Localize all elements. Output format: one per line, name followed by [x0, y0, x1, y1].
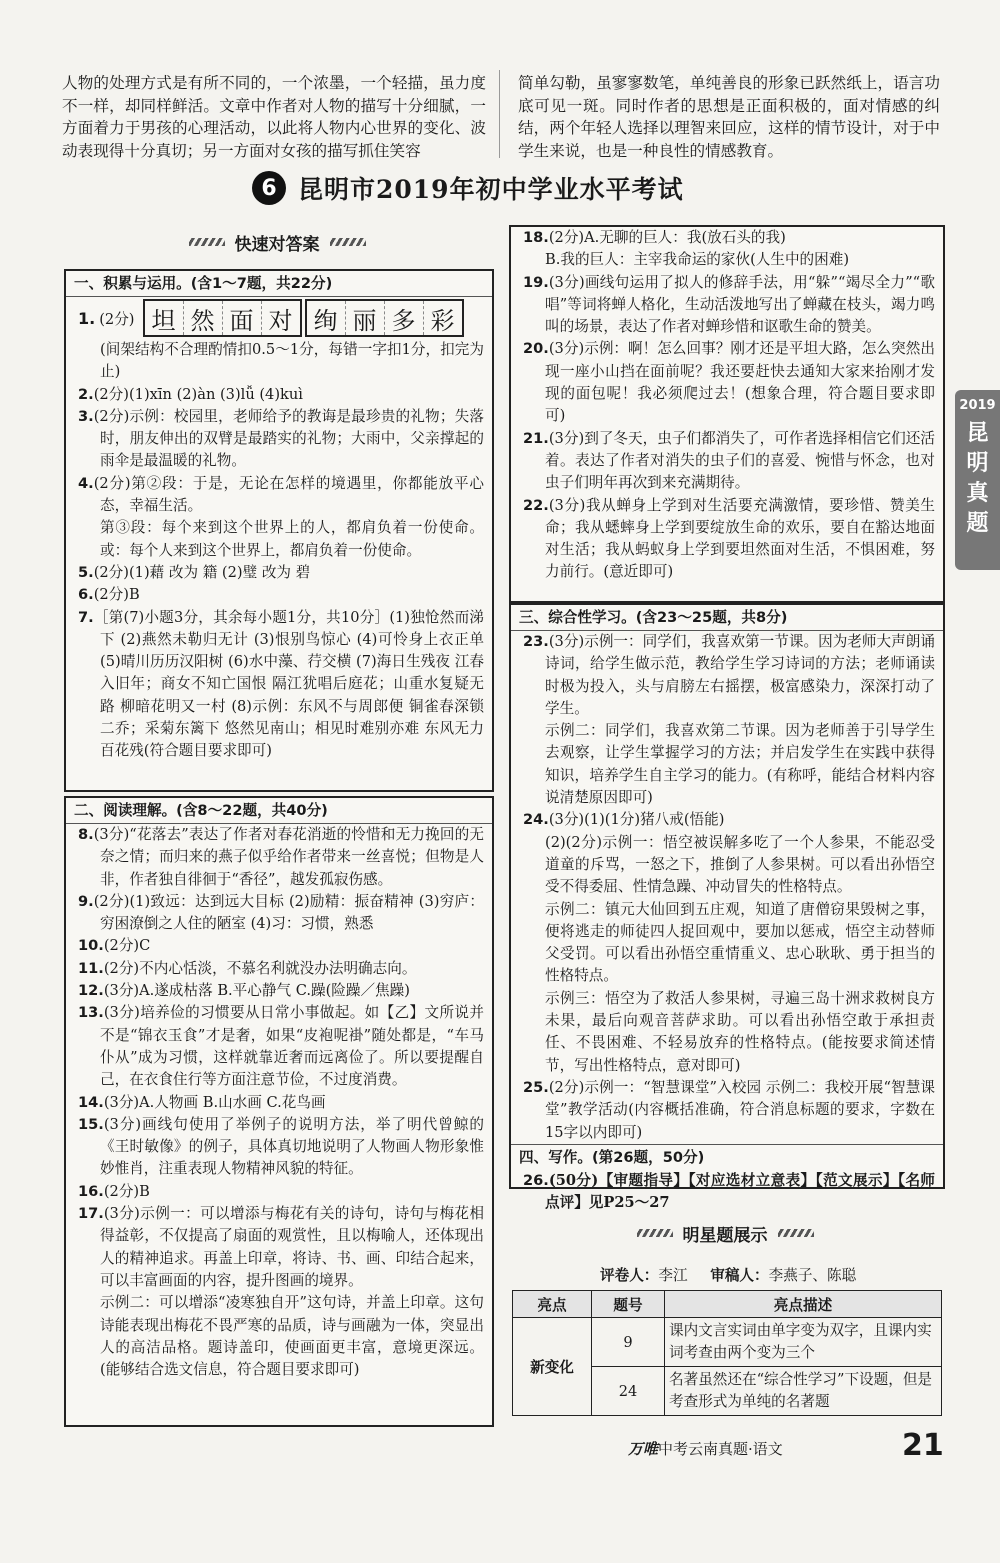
question-number: 22. — [523, 496, 549, 514]
question-score: (2分) — [99, 310, 135, 328]
answer-item — [66, 935, 492, 957]
section-header: 二、阅读理解。(含8～22题，共40分) — [66, 798, 492, 824]
highlight-table — [512, 1290, 942, 1416]
grid-char: 绚 — [313, 306, 338, 335]
column-header: 亮点描述 — [665, 1291, 942, 1318]
answer-item — [66, 406, 492, 473]
footer-text: 中考云南真题·语文 — [658, 1440, 783, 1458]
column-divider — [499, 70, 500, 158]
stripe-decoration-icon — [189, 238, 225, 246]
answer-item — [66, 1002, 492, 1091]
question-number: 10. — [78, 937, 104, 955]
answer-text: (3分)A.人物画 B.山水画 C.花鸟画 — [103, 1093, 326, 1111]
title-number-badge: 6 — [252, 171, 286, 205]
answer-item — [511, 809, 943, 831]
answer-item — [66, 562, 492, 584]
table-row — [513, 1318, 942, 1367]
q17-extra: 示例二：可以增添“凌寒独自开”这句诗，并盖上印章。这句诗能表现出梅花不畏严寒的品质，诗与画融为一体，突显出人的高洁品格。题诗盖印，使画面更丰富，意境更深远。(能够结合选文信息，符合题目要求即可) — [100, 1294, 484, 1379]
highlight-desc-cell: 名著虽然还在“综合性学习”下设题，但是考查形式为单纯的名著题 — [665, 1367, 942, 1416]
answer-item — [66, 1181, 492, 1203]
answer-text: (2分)A.无聊的巨人：我(放石头的我) — [548, 229, 786, 246]
answer-text: (3分)示例一：可以增添与梅花有关的诗句，诗句与梅花相得益彰，不仅提高了扇面的观赏性，且以梅喻人，还体现出人的精神追求。再盖上印章，将诗、书、画、印结合起来，可以丰富画面的内容，提升图画的境界。 — [100, 1205, 484, 1289]
question-number-cell: 24 — [592, 1367, 665, 1416]
section-accumulation — [64, 269, 494, 792]
section-header: 一、积累与运用。(含1～7题，共22分) — [66, 271, 492, 297]
answer-text: (3分)到了冬天，虫子们都消失了，可作者选择相信它们还活着。表达了作者对消失的虫子们的喜爱、惋惜与怀念，也对虫子们明年再次到来充满期待。 — [545, 429, 935, 492]
question-number: 21. — [523, 429, 549, 447]
editor-name: 李燕子、陈聪 — [768, 1267, 857, 1284]
answer-item — [511, 428, 943, 495]
question-number: 17. — [78, 1205, 104, 1223]
question-number: 6. — [78, 586, 94, 604]
answer-item — [66, 607, 492, 763]
question-number-cell: 9 — [592, 1318, 665, 1367]
question-number: 1. — [78, 308, 96, 328]
answer-text: (3分)画线句运用了拟人的修辞手法，用“躲”“竭尽全力”“歌唱”等词将蝉人格化，生动活泼地写出了蝉藏在枝头，竭力鸣叫的场景，表达了作者对蝉珍惜和讴歌生命的赞美。 — [545, 273, 935, 336]
question-number: 20. — [523, 340, 549, 358]
answer-item — [66, 891, 492, 936]
answer-item — [66, 473, 492, 518]
table-header-row — [513, 1291, 942, 1318]
writing-grid-2 — [305, 299, 464, 337]
stripe-decoration-icon — [637, 1229, 673, 1237]
answer-item — [66, 1092, 492, 1114]
grid-char: 然 — [183, 301, 222, 335]
question-number: 26. — [523, 1171, 549, 1189]
q23-extra: 示例二：同学们，我喜欢第二节课。因为老师善于引导学生去观察，让学生掌握学习的方法；并启发学生在实践中获得知识，培养学生自主学习的能力。(有称呼，能结合材料内容说清楚原因即可) — [545, 722, 935, 807]
answer-text: (2分)B — [103, 1182, 150, 1200]
question-number: 5. — [78, 563, 94, 581]
question-number: 3. — [78, 407, 94, 425]
tab-char: 昆 — [966, 421, 989, 446]
question-number: 13. — [78, 1004, 104, 1022]
answer-text: (2分)示例：校园里，老师给予的教诲是最珍贵的礼物；失落时，朋友伸出的双臂是最踏实的礼物；大雨中，父亲撑起的雨伞是最温暖的礼物。 — [93, 407, 484, 470]
answer-text: (2分)第②段：于是，无论在怎样的境遇里，你都能放平心态，幸福生活。 — [93, 474, 484, 515]
editor-label: 审稿人： — [710, 1267, 769, 1284]
question-number: 14. — [78, 1093, 104, 1111]
section-reading-continued — [509, 225, 945, 603]
grid-char: 丽 — [345, 301, 384, 335]
grid-char: 坦 — [151, 306, 176, 335]
answer-text: (3分)A.遂成枯落 B.平心静气 C.躁(险躁／焦躁) — [103, 982, 410, 1000]
tab-char: 题 — [966, 511, 989, 536]
answer-item — [66, 958, 492, 980]
grid-char: 多 — [384, 301, 423, 335]
section-header: 三、综合性学习。(含23～25题，共8分) — [511, 605, 943, 631]
question-number: 8. — [78, 826, 94, 843]
question-number: 24. — [523, 811, 549, 829]
answer-item — [511, 1077, 943, 1144]
q18-extra: B.我的巨人：主宰我命运的家伙(人生中的困难) — [545, 251, 850, 269]
column-header: 亮点 — [513, 1291, 592, 1318]
question-number: 7. — [78, 608, 94, 626]
tab-char: 明 — [966, 451, 989, 476]
question-number: 11. — [78, 959, 104, 977]
question-number: 19. — [523, 273, 549, 291]
q24-extra2: 示例二：镇元大仙回到五庄观，知道了唐僧窃果毁树之事，便将逃走的师徒四人捉回观中，要加以惩戒，悟空主动替师父受罚。可以看出孙悟空重情重义、忠心耿耿、勇于担当的性格特点。 — [545, 900, 935, 985]
question-number: 18. — [523, 229, 549, 246]
section-reading — [64, 796, 494, 1427]
answer-text: (50分)【审题指导】【对应选材立意表】【范文展示】【名师点评】见P25～27 — [545, 1171, 935, 1212]
answer-text: (3分)培养俭的习惯要从日常小事做起。如【乙】文所说并不是“锦衣玉食”才是奢，如果“皮袍呢褂”随处都是，“车马仆从”成为习惯，这样就靠近奢而远离俭了。所以要提醒自己，在衣食住行等方面注意节俭，不过度消费。 — [100, 1004, 484, 1089]
q1-note: (间架结构不合理酌情扣0.5～1分，每错一字扣1分，扣完为止) — [100, 341, 484, 381]
grid-char: 面 — [222, 301, 261, 335]
answer-item — [66, 584, 492, 606]
answer-item — [66, 980, 492, 1002]
answer-item — [511, 1170, 943, 1215]
answer-text: (3分)示例：啊！怎么回事？刚才还是平坦大路，怎么突然出现一座小山挡在面前呢？我还要赶快去通知大家来抬刚才发现的面包呢！我必须爬过去！(想象合理，符合题目要求即可) — [545, 340, 935, 425]
q24-extra3: 示例三：悟空为了救活人参果树，寻遍三岛十洲求救树良方未果，最后向观音菩萨求助。可以看出孙悟空敢于承担责任、不畏困难、不轻易放弃的性格特点。(能按要求简述情节，写出性格特点，意对即可) — [545, 989, 935, 1074]
answer-text: (2分)C — [103, 937, 151, 955]
top-right-paragraph: 简单勾勒，虽寥寥数笔，单纯善良的形象已跃然纸上，语言功底可见一斑。同时作者的思想是正面积极的，面对情感的纠结，两个年轻人选择以理智来回应，这样的情节设计，对于中学生来说，也是一种良性的情感教育。 — [518, 74, 940, 160]
grid-char: 对 — [261, 301, 300, 335]
answer-text: (2分)B — [93, 586, 140, 604]
answer-item — [511, 272, 943, 339]
quick-answer-label: 快速对答案 — [234, 234, 320, 255]
answer-item — [66, 1203, 492, 1292]
q1-row — [66, 297, 492, 339]
stripe-decoration-icon — [778, 1229, 814, 1237]
question-number: 23. — [523, 633, 549, 650]
answer-item — [511, 495, 943, 584]
tab-char: 真 — [966, 481, 989, 506]
answer-text: (3分)“花落去”表达了作者对春花消逝的怜惜和无力挽回的无奈之情；而归来的燕子似乎给作者带来一丝喜悦；但物是人非，作者独自徘徊于“香径”，越发孤寂伤感。 — [93, 826, 484, 888]
quick-answer-heading — [62, 229, 492, 255]
footer — [628, 1438, 783, 1459]
star-heading-label: 明星题展示 — [682, 1225, 768, 1246]
answer-item — [66, 824, 492, 891]
question-number: 9. — [78, 892, 94, 910]
question-number: 2. — [78, 385, 94, 403]
answer-text: (3分)我从蝉身上学到对生活要充满激情，要珍惜、赞美生命；我从蟋蟀身上学到要绽放生命的欢乐，要自在豁达地面对生活；我从蚂蚁身上学到要坦然面对生活，不惧困难，努力前行。(意近即可) — [545, 496, 935, 581]
side-tab — [955, 390, 1000, 570]
star-question-heading — [510, 1220, 940, 1246]
section-header-writing: 四、写作。(第26题，50分) — [511, 1144, 943, 1170]
q4-extra: 第③段：每个来到这个世界上的人，都肩负着一份使命。或：每个人来到这个世界上，都肩负着一份使命。 — [100, 519, 484, 559]
answer-text: (3分)(1)(1分)猪八戒(悟能) — [548, 811, 725, 829]
page-number: 21 — [902, 1428, 944, 1463]
top-left-paragraph: 人物的处理方式是有所不同的，一个浓墨，一个轻描，虽力度不一样，却同样鲜活。文章中作者对人物的描写十分细腻，一方面着力于男孩的心理活动，以此将人物内心世界的变化、波动表现得十分真切；另一方面对女孩的描写抓住笑容 — [62, 74, 486, 160]
answer-item — [66, 1114, 492, 1181]
answer-item — [511, 338, 943, 427]
question-number: 16. — [78, 1182, 104, 1200]
writing-grid-1 — [143, 299, 302, 337]
answer-text: (2分)(1)xīn (2)àn (3)lǚ (4)kuì — [93, 385, 303, 403]
answer-item — [511, 631, 943, 720]
answer-text: (2分)示例一：“智慧课堂”入校园 示例二：我校开展“智慧课堂”教学活动(内容概括准确，符合消息标题的要求，字数在15字以内即可) — [545, 1078, 935, 1141]
grid-char: 彩 — [423, 301, 462, 335]
question-number: 25. — [523, 1078, 549, 1096]
answer-item — [66, 384, 492, 406]
reviewer-label: 评卷人： — [600, 1267, 659, 1284]
question-number: 4. — [78, 474, 94, 492]
q24-extra: (2)(2分)示例一：悟空被误解多吃了一个人参果，不能忍受道童的斥骂，一怒之下，推倒了人参果树。可以看出孙悟空受不得委屈、性情急躁、冲动冒失的性格特点。 — [545, 833, 935, 896]
answer-text: (2分)(1)藉 改为 籍 (2)璧 改为 碧 — [93, 563, 311, 581]
highlight-desc-cell: 课内文言实词由单字变为双字，且课内实词考查由两个变为三个 — [665, 1318, 942, 1367]
section-comprehensive — [509, 603, 945, 1212]
question-number: 15. — [78, 1115, 104, 1133]
highlight-group: 新变化 — [513, 1318, 592, 1416]
exam-title — [252, 170, 684, 206]
answer-text: (2分)(1)致远：达到远大目标 (2)励精：振奋精神 (3)穷庐：穷困潦倒之人住的陋室 (4)习：习惯，熟悉 — [93, 892, 484, 933]
answer-text: (3分)画线句使用了举例子的说明方法，举了明代曾鲸的《王时敏像》的例子，具体真切地说明了人物画人物形象惟妙惟肖，注重表现人物精神风貌的特征。 — [100, 1115, 484, 1178]
answer-item — [511, 227, 943, 249]
answer-text: ［第(7)小题3分，其余每小题1分，共10分］(1)独怆然而涕下 (2)燕然未勒归无计 (3)恨别鸟惊心 (4)可怜身上衣正单 (5)晴川历历汉阳树 (6)水中藻、荇交横 (7)海日生残夜 江春入旧年；商女不知亡国恨 隔江犹唱后庭花；山重水复疑无路 柳暗花明又一村 (8)示例：东风不与周郎便 铜雀春深锁二乔；采菊东篱下 悠然见南山；相见时难别亦难 东风无力百花残(符合题目要求即可) — [93, 608, 484, 760]
column-header: 题号 — [592, 1291, 665, 1318]
answer-text: (2分)不内心恬淡，不慕名利就没办法明确志向。 — [103, 959, 417, 977]
title-text: 昆明市2019年初中学业水平考试 — [298, 175, 684, 204]
tab-year: 2019 — [959, 398, 996, 413]
question-number: 12. — [78, 982, 104, 1000]
brand-logo: 万唯 — [628, 1440, 659, 1458]
reviewers-line — [600, 1264, 856, 1285]
reviewer-name: 李江 — [658, 1267, 688, 1284]
answer-text: (3分)示例一：同学们，我喜欢第一节课。因为老师大声朗诵诗词，给学生做示范，教给学生学习诗词的方法；老师诵读时极为投入，头与肩膀左右摇摆，极富感染力，深深打动了学生。 — [545, 633, 935, 717]
stripe-decoration-icon — [330, 238, 366, 246]
